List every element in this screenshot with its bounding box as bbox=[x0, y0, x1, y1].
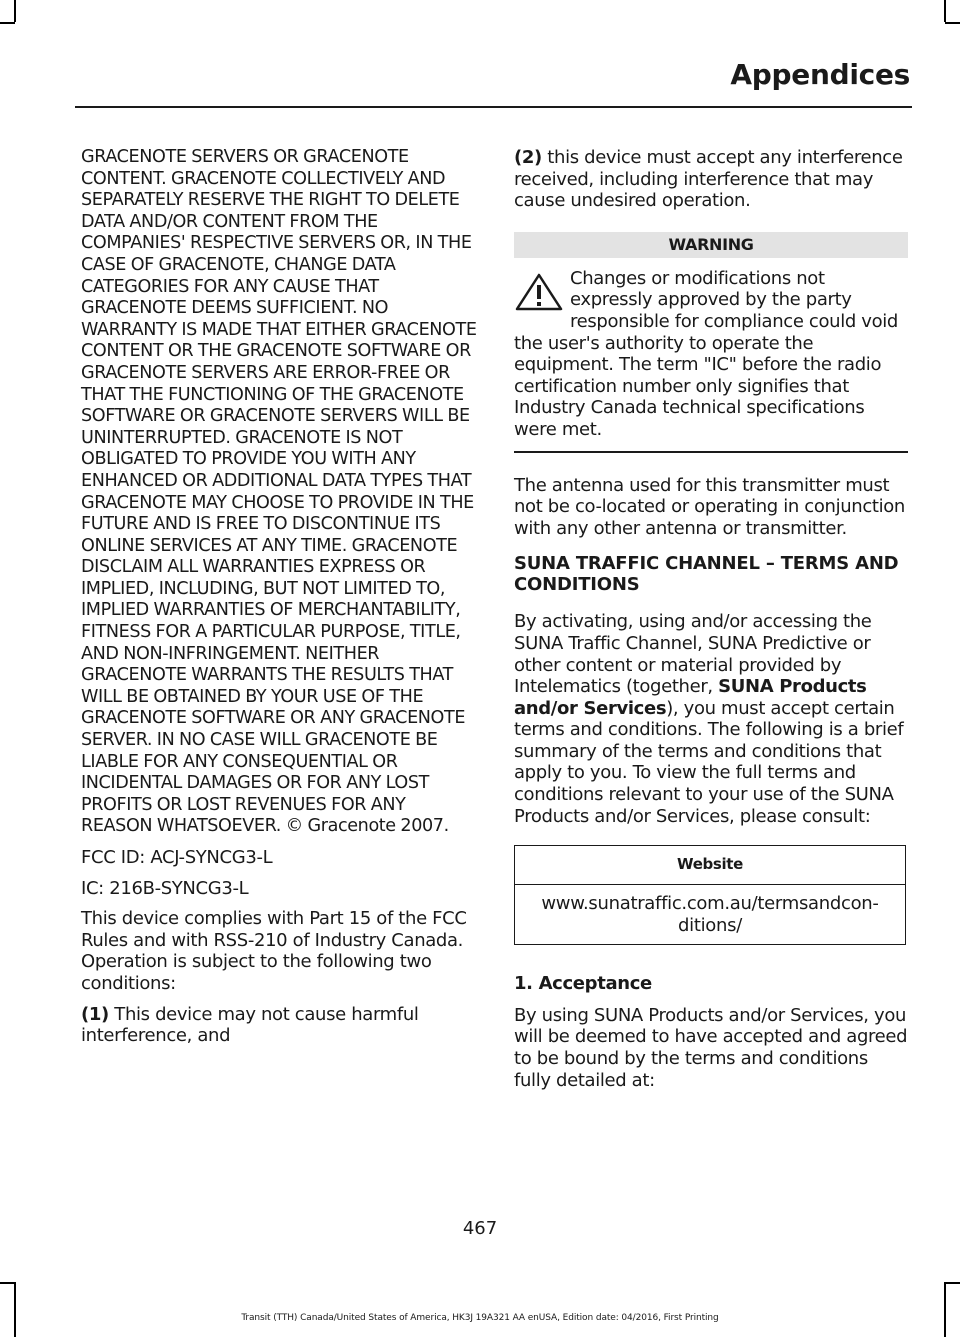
antenna-statement: The antenna used for this transmitter must not be co-located or operating in conjunction with any other antenna or transmitter. bbox=[514, 474, 905, 539]
condition-1 bbox=[81, 1004, 477, 1047]
acceptance-text: By using SUNA Products and/or Services, you will be deemed to have accepted and agreed to be bound by the terms and conditions fully detailed at: bbox=[514, 1004, 908, 1091]
warning-box bbox=[514, 268, 908, 441]
warning-triangle-icon bbox=[514, 272, 564, 312]
header-rule bbox=[75, 106, 912, 108]
warning-text: Changes or modifications not expressly approved by the party responsible for compliance could void the user's authority to operate the equipment. The term "IC" before the radio certification number only signifies that Industry Canada technical specifications were met. bbox=[514, 267, 898, 440]
gracenote-disclaimer: GRACENOTE SERVERS OR GRACENOTE CONTENT. GRACENOTE COLLECTIVELY AND SEPARATELY RESERVE THE RIGHT TO DELETE DATA AND/OR CONTENT FROM THE COMPANIES' RESPECTIVE SERVERS OR, IN THE CASE OF GRACENOTE, CHANGE DATA CATEGORIES FOR ANY CAUSE THAT GRACENOTE DEEMS SUFFICIENT. NO WARRANTY IS MADE THAT EITHER GRACENOTE CONTENT OR THE GRACENOTE SOFTWARE OR GRACENOTE SERVERS ARE ERROR-FREE OR THAT THE FUNCTIONING OF THE GRACENOTE SOFTWARE OR GRACENOTE SERVERS WILL BE UNINTERRUPTED. GRACENOTE IS NOT OBLIGATED TO PROVIDE YOU WITH ANY ENHANCED OR ADDITIONAL DATA TYPES THAT GRACENOTE MAY CHOOSE TO PROVIDE IN THE FUTURE AND IS FREE TO DISCONTINUE ITS ONLINE SERVICES AT ANY TIME. GRACENOTE DISCLAIM ALL WARRANTIES EXPRESS OR IMPLIED, INCLUDING, BUT NOT LIMITED TO, IMPLIED WARRANTIES OF MERCHANTABILITY, FITNESS FOR A PARTICULAR PURPOSE, TITLE, AND NON-INFRINGEMENT. NEITHER GRACENOTE WARRANTS THE RESULTS THAT WILL BE OBTAINED BY YOUR USE OF THE GRACENOTE SOFTWARE OR ANY GRACENOTE SERVER. IN NO CASE WILL GRACENOTE BE LIABLE FOR ANY CONSEQUENTIAL OR INCIDENTAL DAMAGES OR FOR ANY LOST PROFITS OR LOST REVENUES FOR ANY REASON WHATSOEVER. © Gracenote 2007. bbox=[81, 147, 477, 837]
crop-mark-bottom-right-v bbox=[944, 1282, 946, 1337]
suna-products-term: SUNA Products and/or Services bbox=[514, 676, 867, 719]
ic-id: IC: 216B-SYNCG3-L bbox=[81, 877, 249, 899]
crop-mark-top-left-h bbox=[0, 22, 15, 24]
left-column bbox=[81, 147, 477, 1056]
suna-intro-text-a: By activating, using and/or accessing the SUNA Traffic Channel, SUNA Predictive or other content or material provided by Intelematics (together, bbox=[514, 611, 872, 698]
compliance-statement: This device complies with Part 15 of the FCC Rules and with RSS-210 of Industry Canada. Operation is subject to the following two conditions: bbox=[81, 908, 467, 994]
website-url: www.sunatraffic.com.au/termsandcon-ditions/ bbox=[515, 885, 906, 945]
warning-heading: WARNING bbox=[514, 232, 908, 258]
right-column bbox=[514, 147, 908, 1100]
suna-intro bbox=[514, 611, 908, 827]
crop-mark-top-right-h bbox=[945, 22, 960, 24]
crop-mark-bottom-left-h bbox=[0, 1282, 15, 1284]
website-table bbox=[514, 845, 906, 945]
condition-1-text: This device may not cause harmful interference, and bbox=[81, 1003, 419, 1047]
acceptance-title: 1. Acceptance bbox=[514, 973, 652, 995]
condition-1-label: (1) bbox=[81, 1003, 109, 1025]
condition-2 bbox=[514, 147, 908, 212]
website-table-header: Website bbox=[515, 846, 906, 885]
warning-rule bbox=[514, 451, 908, 453]
crop-mark-top-left-v bbox=[14, 0, 16, 22]
page-title: Appendices bbox=[730, 58, 910, 91]
crop-mark-bottom-left-v bbox=[14, 1282, 16, 1337]
page-number: 467 bbox=[462, 1218, 498, 1239]
condition-2-text: this device must accept any interference received, including interference that may cause undesired operation. bbox=[514, 147, 903, 212]
suna-intro-text-b: ), you must accept certain terms and conditions. The following is a brief summary of the terms and conditions that apply to you. To view the full terms and conditions relevant to your use of the SUNA Products and/or Services, please consult: bbox=[514, 697, 904, 827]
crop-mark-top-right-v bbox=[944, 0, 946, 22]
fcc-id: FCC ID: ACJ-SYNCG3-L bbox=[81, 847, 273, 868]
footer-edition: Transit (TTH) Canada/United States of America, HK3J 19A321 AA enUSA, Edition date: 04/2016, First Printing bbox=[241, 1313, 719, 1323]
condition-2-label: (2) bbox=[514, 147, 542, 168]
crop-mark-bottom-right-h bbox=[945, 1282, 960, 1284]
section-title: SUNA TRAFFIC CHANNEL – TERMS AND CONDITIONS bbox=[514, 553, 899, 596]
